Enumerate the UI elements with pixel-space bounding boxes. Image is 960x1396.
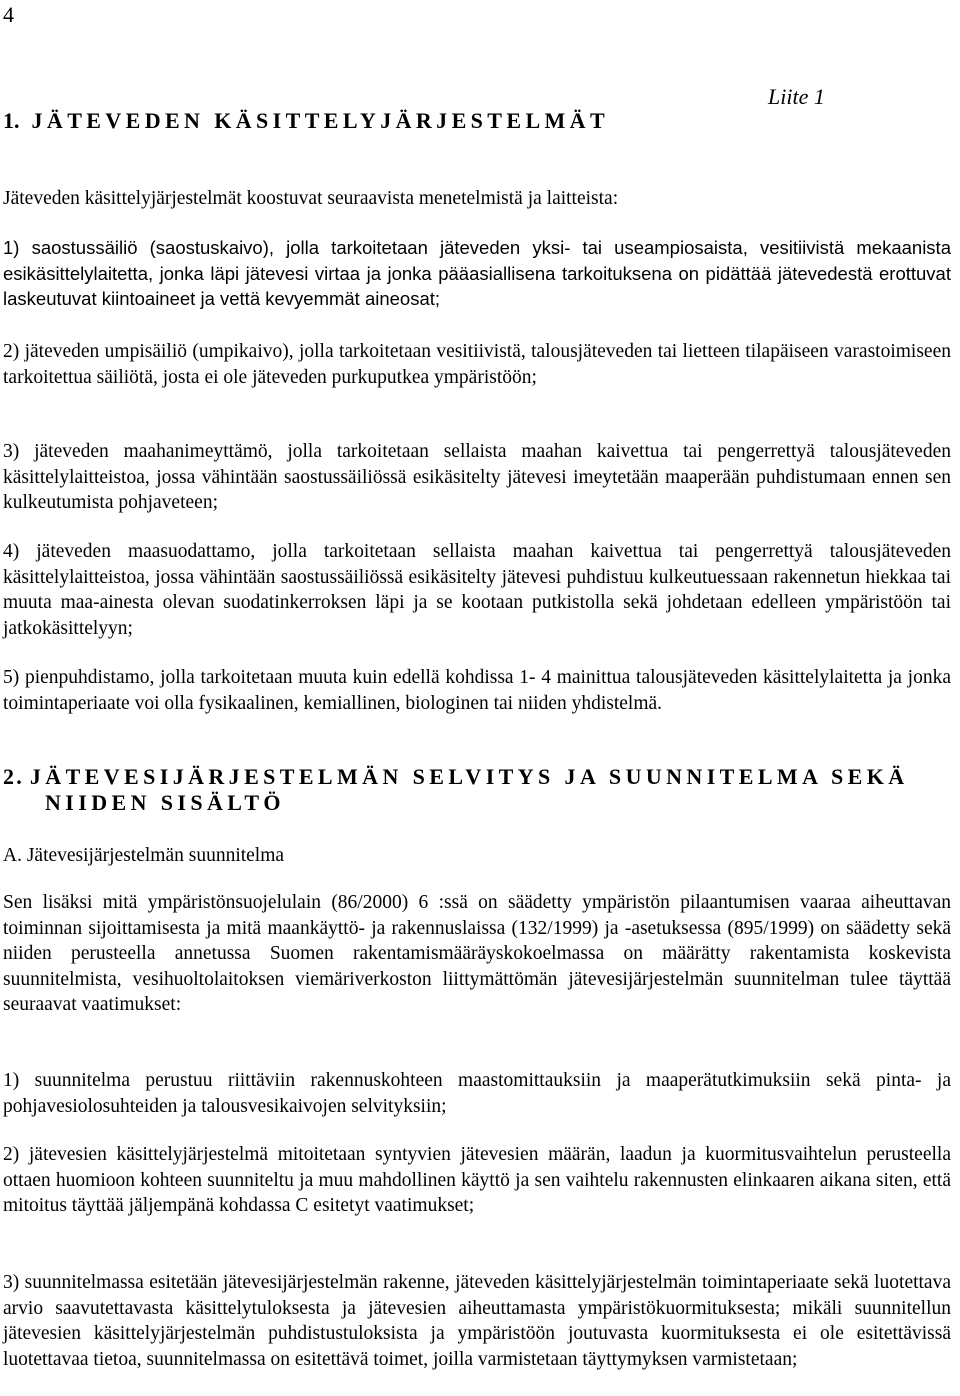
- section2-intro: Sen lisäksi mitä ympäristönsuojelulain (86/2000) 6 :ssä on säädetty ympäristön pilaantumisen vaaraa aiheuttavan toiminnan sijoittamisesta ja mitä maankäyttö- ja rakennuslaissa (132/1999) ja -asetuksessa (895/1999) on säädetty sekä niiden perusteella annetussa Suomen rakentamismääräyskokoelmassa on määrätty rakentamista koskevista suunnitelmista, vesihuoltolaitoksen viemäriverkoston liittymättömän jätevesijärjestelmän suunnitelman tulee täyttää seuraavat vaatimukset:: [3, 892, 951, 1015]
- section2-subheading: A. Jätevesijärjestelmän suunnitelma: [3, 845, 285, 866]
- section2-item-2: 2) jätevesien käsittelyjärjestelmä mitoitetaan syntyvien jätevesien määrän, laadun ja kuormitusvaihtelun perusteella ottaen huomioon kohteen suunniteltu ja muu mahdollinen käyttö ja sen vaihtelu rakennusten elinkaaren aikana siten, että mitoitus täyttää jäljempänä kohdassa C esitetyt vaatimukset;: [3, 1144, 951, 1216]
- section1-item-2: 2) jäteveden umpisäiliö (umpikaivo), jolla tarkoitetaan vesitiivistä, talousjäteveden tai lietteen tilapäiseen varastoimiseen tarkoitettua säiliötä, josta ei ole jäteveden purkuputkea ympäristöön;: [3, 341, 951, 388]
- section1-item-3: 3) jäteveden maahanimeyttämö, jolla tarkoitetaan sellaista maahan kaivettua tai pengerrettyä talousjäteveden käsittelylaitteistoa, jossa vähintään saostussäiliössä esikäsitelty jätevesi imeytetään maaperään puhdistumaan ennen sen kulkeutumista pohjaveteen;: [3, 441, 951, 513]
- section1-intro: Jäteveden käsittelyjärjestelmät koostuvat seuraavista menetelmistä ja laitteista:: [3, 188, 619, 209]
- section1-title: JÄTEVEDEN KÄSITTELYJÄRJESTELMÄT: [31, 108, 610, 133]
- section1-item-1: 1) saostussäiliö (saostuskaivo), jolla tarkoitetaan jäteveden yksi- tai useampiosaista, vesitiivistä mekaanista esikäsittelylaitetta, jonka läpi jätevesi virtaa ja jonka pääasiallisena tarkoituksena on pidättää jätevedestä erottuvat laskeutuvat kiintoaineet ja vettä kevyemmät aineosat;: [3, 237, 951, 309]
- section2-number: 2.: [3, 764, 24, 789]
- section2-heading: [3, 764, 953, 816]
- appendix-label: Liite 1: [768, 84, 825, 109]
- section1-number: 1.: [3, 108, 20, 133]
- section2-title-line2: NIIDEN SISÄLTÖ: [45, 790, 285, 815]
- section2-item-3: 3) suunnitelmassa esitetään jätevesijärjestelmän rakenne, jäteveden käsittelyjärjestelmän toimintaperiaate sekä luotettava arvio saavutettavasta käsittelytuloksesta ja jätevesien aiheuttamasta ympäristökuormituksesta; mikäli suunnitellun jätevesien käsittelyjärjestelmän puhdistustuloksista ja ympäristöön joutuvasta kuormituksesta ei ole esitettävissä luotettavaa tietoa, suunnitelmassa on esitettävä toimet, joilla varmistetaan täyttymyksen varmistetaan;: [3, 1272, 951, 1370]
- section1-item-5: 5) pienpuhdistamo, jolla tarkoitetaan muuta kuin edellä kohdissa 1- 4 mainittua talousjätevеden käsittelylaitetta ja jonka toimintaperiaate voi olla fysikaalinen, kemiallinen, biologinen tai niiden yhdistelmä.: [3, 667, 951, 714]
- section2-title-line1: JÄTEVESIJÄRJESTELMÄN SELVITYS JA SUUNNITELMA SEKÄ: [29, 764, 909, 789]
- section1-item-4: 4) jäteveden maasuodattamo, jolla tarkoitetaan sellaista maahan kaivettua tai pengerrettyä talousjäteveden käsittelylaitteistoa, jossa vähintään saostussäiliössä esikäsitelty jätevesi puhdistuu kulkeutuessaan rakennetun hiekkaa tai muuta maa-ainesta olevan suodatinkerroksen läpi ja se kootaan putkistolla sekä johdetaan edelleen ympäristöön tai jatkokäsittelyyn;: [3, 541, 951, 639]
- section2-item-1: 1) suunnitelma perustuu riittäviin rakennuskohteen maastomittauksiin ja maaperätutkimuksiin sekä pinta- ja pohjavesiolosuhteiden ja talousvesikaivojen selvityksiin;: [3, 1070, 951, 1117]
- page-number: 4: [3, 2, 14, 27]
- section1-heading: [3, 108, 609, 134]
